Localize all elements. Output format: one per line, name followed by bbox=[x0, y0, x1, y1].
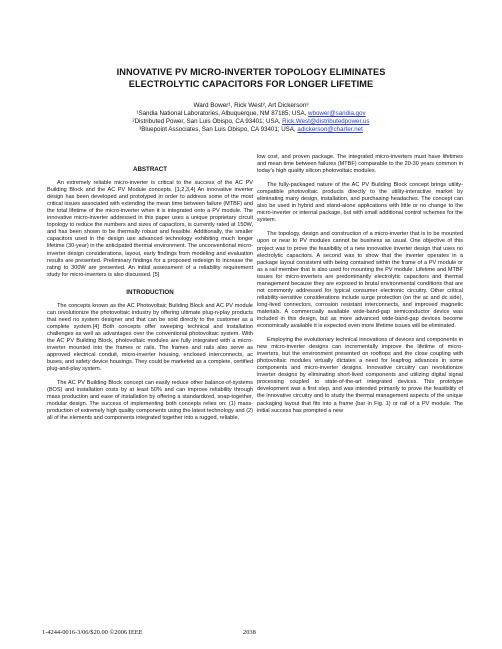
affiliation-2 bbox=[40, 118, 462, 126]
affiliation-text: ³Bluepoint Associates, San Luis Obispo, CA 93401; USA, bbox=[139, 126, 298, 133]
title-line-2: ELECTROLYTIC CAPACITORS FOR LONGER LIFETIME bbox=[128, 79, 374, 89]
abstract-paragraph: An extremely reliable micro-inverter is critical to the success of the AC PV Building Block and the AC PV Module concepts. [1,2,3,4] An innovative inverter design has been developed and prototyped in order to address some of the most critical issues associated with extending the mean time between failure (MTBF) and the total lifetime of the micro-inverter when it is integrated onto a PV module. The innovative micro-inverter addressed in this paper uses a unique proprietary circuit topology to reduce the numbers and sizes of capacitors, is currently rated at 150W, and has been shown to be thermally robust and feasible. Additionally, the smaller capacitors used in the design use advanced technology exhibiting much longer lifetime (30-year) in the anticipated thermal environment. The unconventional micro-inverter design considerations, layout, early findings from modeling and evaluation results are presented. Preliminary findings for a proposed redesign to increase the rating to 300W are presented. An initial assessment of a reliability requirement study for micro-inverters is also discussed. [5] bbox=[47, 180, 253, 278]
left-column bbox=[47, 166, 253, 430]
affiliation-text: ²Distributed Power, San Luis Obispo, CA 93401; USA, bbox=[132, 118, 283, 125]
title-line-1: INNOVATIVE PV MICRO-INVERTER TOPOLOGY ELIMINATES bbox=[116, 67, 386, 77]
intro-paragraph-2: The AC PV Building Block concept can easily reduce other balance-of-systems (BOS) and installation costs by at least 50% and can improve reliability through mass production and ease of installation by offering a standardized, snap-together, modular design. The success of implementing both concepts relies on: (1) mass-production of extremely high quality components using the latest technology and (2) all of the elements and components integrated together into a rugged, reliable, bbox=[47, 380, 253, 422]
isbn-footer: 1-4244-0016-3/06/$20.00 ©2006 IEEE bbox=[42, 629, 143, 636]
affiliation-1 bbox=[40, 110, 462, 118]
affiliation-3 bbox=[40, 126, 462, 134]
body-paragraph-3: Employing the evolutionary technical innovations of devices and components in new micro-inverter designs can incrementally improve the lifetime of micro-inverters, but the environment presented on rooftops and the close coupling with photovoltaic modules virtually dictates a need for leapfrog advances in some components and micro-inverter designs. Innovative circuitry can revolutionize inverter designs by eliminating short-lived components and utilizing digital signal processing coupled to state-of-the-art integrated devices. This prototype development was a first step, and was intended primarily to prove the feasibility of the innovative circuitry and to study the thermal management aspects of the unique packaging layout that fits into a frame (bar in Fig. 1) or rail of a PV module. The initial success has prompted a new bbox=[257, 337, 463, 414]
email-link[interactable]: Rick.West@distributedpower.us bbox=[282, 118, 370, 125]
author-list: Ward Bower¹, Rick West², Art Dickerson³ bbox=[193, 102, 309, 109]
paper-title bbox=[40, 66, 462, 90]
title-block bbox=[40, 66, 462, 134]
intro-paragraph-1: The concepts known as the AC Photovoltaic Building Block and AC PV module can revolutionize the photovoltaic industry by offering ultimate plug-n-play products that need no system designer and that can be sold directly to the customer as a complete system.[4] Both concepts offer sweeping technical and installation challenges as well as advantages over the conventional photovoltaic system. With the AC PV Building Block, photovoltaic modules are fully integrated with a micro-inverter mounted into the frames or rails. The frames and rails also serve as approved electrical conduit, micro-inverter housing, enclosed interconnects, ac buses, and safety device housings. They could be marketed as a complete, certified plug-and-play system. bbox=[47, 302, 253, 373]
body-paragraph-2: The topology, design and construction of a micro-inverter that is to be mounted upon or near to PV modules cannot be business as usual. One objective of this project was to prove the feasibility of a new innovative inverter design that uses no electrolytic capacitors. A second was to show that the inverter operates in a package layout consistent with being contained within the frame of a PV module or as a rail member that is also used for mounting the PV module. Lifetime and MTBF issues for micro-inverters are predominantly electrolytic capacitors and thermal management because they are exposed to brutal environmental conditions that are not commonly addressed for typical consumer electronic circuitry. Other critical reliability-sensitive considerations include surge protection (on the ac and dc side), long-lived connectors, corrosion resistant interconnects, and improved magnetic materials. A commercially available wide-band-gap semiconductor device was included in this design, but as more advanced wide-band-gap devices become economically available it is expected even more lifetime issues will be eliminated. bbox=[257, 231, 463, 330]
email-link[interactable]: wbower@sandia.gov bbox=[308, 110, 366, 117]
body-paragraph-continued: low cost, and proven package. The integrated micro-inverters must have lifetimes and mean time between failures (MTBF) comparable to the 20-30 years common in today's high quality silicon photovoltaic modules. bbox=[257, 154, 463, 175]
abstract-heading: ABSTRACT bbox=[132, 166, 168, 173]
page-number: 2038 bbox=[243, 629, 256, 636]
email-link[interactable]: adickerson@charter.net bbox=[297, 126, 363, 133]
introduction-heading: INTRODUCTION bbox=[126, 288, 174, 296]
body-paragraph-1: The fully-packaged nature of the AC PV Building Block concept brings utility-compatible photovoltaic products directly to the utility-interactive market by eliminating many design, installation, and purchasing headaches. The concept can also be used in hybrid and stand-alone applications with little or no change to the micro-inverter or internal package, but with small additional control schemes for the system. bbox=[257, 182, 463, 224]
affiliation-text: ¹Sandia National Laboratories, Albuquerque, NM 87185; USA, bbox=[136, 110, 309, 117]
right-column bbox=[257, 154, 463, 422]
